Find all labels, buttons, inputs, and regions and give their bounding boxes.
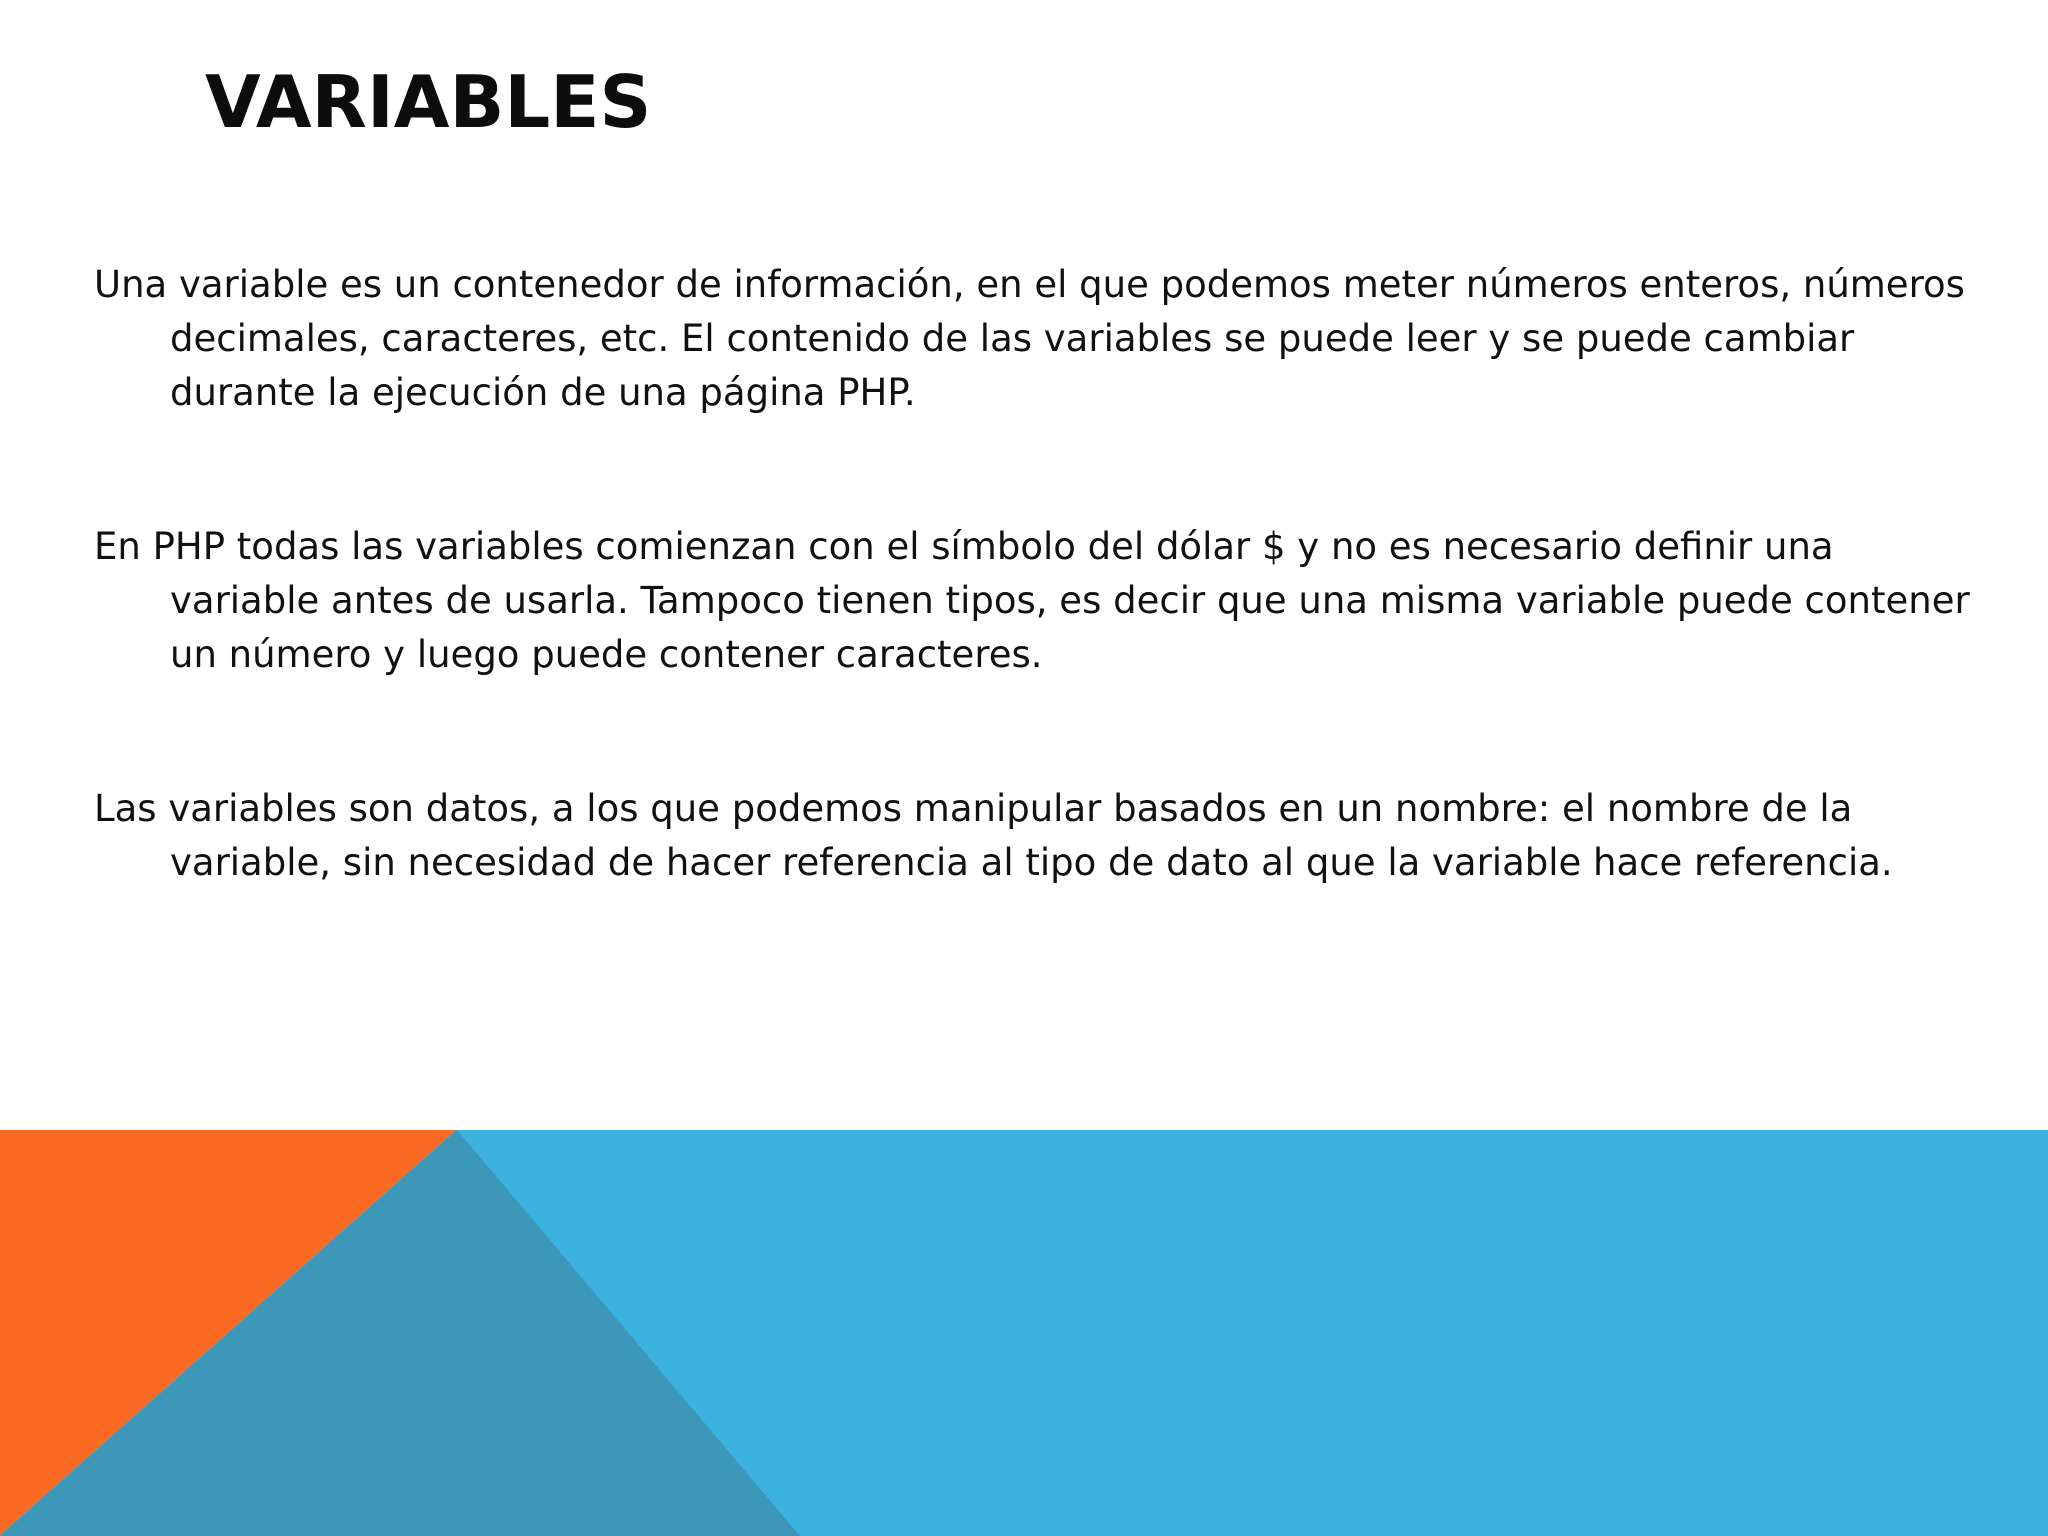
paragraph-1: Una variable es un contenedor de información, en el que podemos meter números enteros, números decimales, caracteres, etc. El contenido de las variables se puede leer y se puede cambiar durante la ejecución de una página PHP. xyxy=(94,263,1965,414)
decorative-shapes xyxy=(0,1130,2048,1536)
paragraph-2: En PHP todas las variables comienzan con el símbolo del dólar $ y no es necesario definir una variable antes de usarla. Tampoco tienen tipos, es decir que una misma variable puede contener un número y luego puede contener caracteres. xyxy=(94,525,1970,676)
paragraph-3: Las variables son datos, a los que podemos manipular basados en un nombre: el nombre de la variable, sin necesidad de hacer referencia al tipo de dato al que la variable hace referencia. xyxy=(94,787,1893,884)
slide-title: VARIABLES xyxy=(205,60,652,144)
slide-content xyxy=(94,258,1974,990)
